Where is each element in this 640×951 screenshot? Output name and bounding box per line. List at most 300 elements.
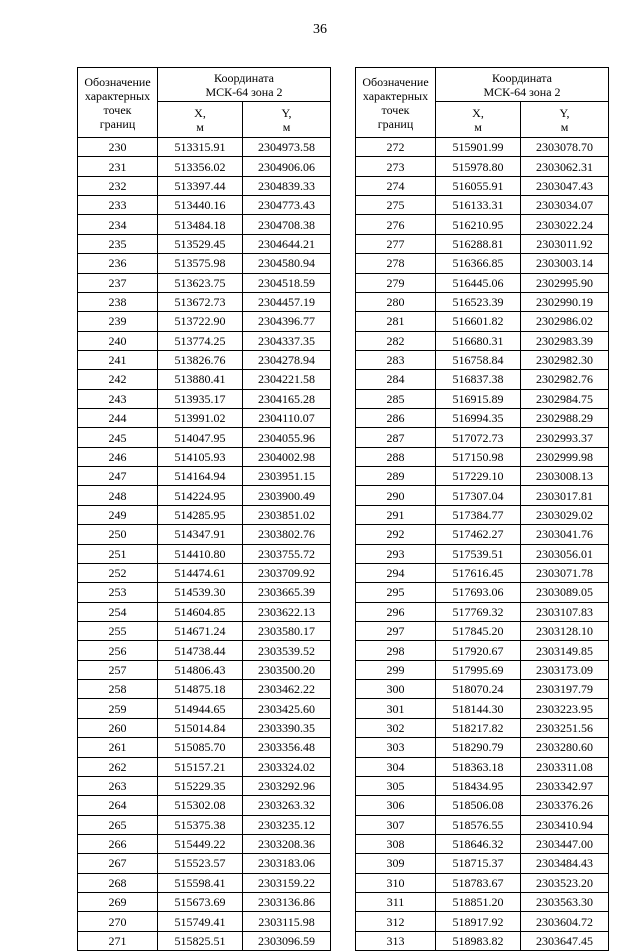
y-coordinate-cell: 2303324.02 (243, 757, 331, 776)
point-number-cell: 245 (78, 428, 158, 447)
table-row (356, 583, 609, 602)
table-row (356, 350, 609, 369)
table-row (356, 738, 609, 757)
x-coordinate-cell: 514224.95 (158, 486, 243, 505)
table-row (78, 931, 331, 950)
table-row (356, 447, 609, 466)
point-number-cell: 260 (78, 718, 158, 737)
point-number-cell: 254 (78, 602, 158, 621)
y-coordinate-cell: 2303197.79 (521, 680, 609, 699)
point-number-cell: 311 (356, 893, 436, 912)
table-row (78, 583, 331, 602)
x-coordinate-cell: 513397.44 (158, 176, 243, 195)
table-row (356, 157, 609, 176)
point-number-cell: 249 (78, 505, 158, 524)
point-number-cell: 255 (78, 621, 158, 640)
point-number-cell: 295 (356, 583, 436, 602)
point-number-cell: 239 (78, 312, 158, 331)
point-number-cell: 240 (78, 331, 158, 350)
y-coordinate-cell: 2303900.49 (243, 486, 331, 505)
point-number-cell: 232 (78, 176, 158, 195)
table-body-left (78, 138, 331, 951)
x-coordinate-cell: 516445.06 (436, 273, 521, 292)
x-coordinate-cell: 516758.84 (436, 350, 521, 369)
table-row (78, 409, 331, 428)
x-coordinate-cell: 516366.85 (436, 254, 521, 273)
coordinate-header: Координата МСК-64 зона 2 (436, 68, 609, 102)
table-row (356, 757, 609, 776)
point-number-cell: 253 (78, 583, 158, 602)
point-number-cell: 292 (356, 525, 436, 544)
x-coordinate-cell: 515673.69 (158, 893, 243, 912)
table-row (78, 718, 331, 737)
x-coordinate-cell: 513529.45 (158, 234, 243, 253)
y-coordinate-cell: 2303410.94 (521, 815, 609, 834)
y-coordinate-cell: 2303149.85 (521, 641, 609, 660)
y-coordinate-cell: 2303011.92 (521, 234, 609, 253)
point-number-cell: 271 (78, 931, 158, 950)
y-coordinate-cell: 2303096.59 (243, 931, 331, 950)
point-number-cell: 262 (78, 757, 158, 776)
x-coordinate-cell: 518217.82 (436, 718, 521, 737)
x-coordinate-cell: 515157.21 (158, 757, 243, 776)
table-row (356, 893, 609, 912)
x-coordinate-cell: 515014.84 (158, 718, 243, 737)
table-row (356, 680, 609, 699)
x-coordinate-cell: 517616.45 (436, 563, 521, 582)
point-number-cell: 304 (356, 757, 436, 776)
point-number-cell: 251 (78, 544, 158, 563)
x-coordinate-cell: 518983.82 (436, 931, 521, 950)
x-coordinate-cell: 516210.95 (436, 215, 521, 234)
x-coordinate-cell: 514944.65 (158, 699, 243, 718)
point-number-cell: 283 (356, 350, 436, 369)
point-number-cell: 242 (78, 370, 158, 389)
y-coordinate-cell: 2303622.13 (243, 602, 331, 621)
x-coordinate-cell: 514604.85 (158, 602, 243, 621)
y-coordinate-cell: 2303802.76 (243, 525, 331, 544)
point-number-cell: 234 (78, 215, 158, 234)
y-coordinate-cell: 2303107.83 (521, 602, 609, 621)
point-number-cell: 230 (78, 138, 158, 157)
y-coordinate-cell: 2304580.94 (243, 254, 331, 273)
point-number-cell: 284 (356, 370, 436, 389)
point-number-cell: 313 (356, 931, 436, 950)
y-coordinate-cell: 2303500.20 (243, 660, 331, 679)
y-header: Y, м (243, 102, 331, 138)
x-coordinate-cell: 518363.18 (436, 757, 521, 776)
table-row (356, 215, 609, 234)
point-number-cell: 291 (356, 505, 436, 524)
x-coordinate-cell: 518434.95 (436, 776, 521, 795)
y-coordinate-cell: 2304055.96 (243, 428, 331, 447)
point-number-cell: 235 (78, 234, 158, 253)
table-row (356, 544, 609, 563)
point-number-cell: 279 (356, 273, 436, 292)
x-coordinate-cell: 516055.91 (436, 176, 521, 195)
y-coordinate-cell: 2303173.09 (521, 660, 609, 679)
table-row (356, 409, 609, 428)
x-coordinate-cell: 515449.22 (158, 834, 243, 853)
y-coordinate-cell: 2303311.08 (521, 757, 609, 776)
y-coordinate-cell: 2303425.60 (243, 699, 331, 718)
x-coordinate-cell: 515901.99 (436, 138, 521, 157)
x-coordinate-cell: 514474.61 (158, 563, 243, 582)
table-row (356, 292, 609, 311)
point-number-cell: 277 (356, 234, 436, 253)
table-row (78, 215, 331, 234)
table-row (356, 602, 609, 621)
table-row (356, 699, 609, 718)
y-header: Y, м (521, 102, 609, 138)
y-coordinate-cell: 2303034.07 (521, 196, 609, 215)
y-coordinate-cell: 2302988.29 (521, 409, 609, 428)
point-number-cell: 305 (356, 776, 436, 795)
x-coordinate-cell: 513315.91 (158, 138, 243, 157)
y-coordinate-cell: 2303003.14 (521, 254, 609, 273)
x-coordinate-cell: 517072.73 (436, 428, 521, 447)
table-body-right (356, 138, 609, 951)
table-row (356, 912, 609, 931)
x-coordinate-cell: 517384.77 (436, 505, 521, 524)
table-row (78, 505, 331, 524)
point-number-cell: 238 (78, 292, 158, 311)
point-number-cell: 236 (78, 254, 158, 273)
point-number-cell: 278 (356, 254, 436, 273)
x-coordinate-cell: 513826.76 (158, 350, 243, 369)
point-number-cell: 266 (78, 834, 158, 853)
x-coordinate-cell: 515523.57 (158, 854, 243, 873)
x-coordinate-cell: 513935.17 (158, 389, 243, 408)
point-number-cell: 287 (356, 428, 436, 447)
y-coordinate-cell: 2303183.06 (243, 854, 331, 873)
y-coordinate-cell: 2302990.19 (521, 292, 609, 311)
point-number-cell: 272 (356, 138, 436, 157)
y-coordinate-cell: 2304002.98 (243, 447, 331, 466)
x-coordinate-cell: 513623.75 (158, 273, 243, 292)
y-coordinate-cell: 2303047.43 (521, 176, 609, 195)
y-coordinate-cell: 2303280.60 (521, 738, 609, 757)
page-number: 36 (313, 22, 327, 37)
table-row (356, 486, 609, 505)
y-coordinate-cell: 2304773.43 (243, 196, 331, 215)
y-coordinate-cell: 2303604.72 (521, 912, 609, 931)
point-number-cell: 298 (356, 641, 436, 660)
x-coordinate-cell: 517769.32 (436, 602, 521, 621)
point-number-cell: 307 (356, 815, 436, 834)
y-coordinate-cell: 2303159.22 (243, 873, 331, 892)
y-coordinate-cell: 2302995.90 (521, 273, 609, 292)
y-coordinate-cell: 2303022.24 (521, 215, 609, 234)
table-row (78, 912, 331, 931)
x-coordinate-cell: 514539.30 (158, 583, 243, 602)
table-row (356, 312, 609, 331)
y-coordinate-cell: 2303235.12 (243, 815, 331, 834)
x-coordinate-cell: 515302.08 (158, 796, 243, 815)
table-row (78, 350, 331, 369)
y-coordinate-cell: 2303089.05 (521, 583, 609, 602)
y-coordinate-cell: 2304110.07 (243, 409, 331, 428)
point-number-cell: 269 (78, 893, 158, 912)
table-row (78, 331, 331, 350)
point-number-cell: 231 (78, 157, 158, 176)
y-coordinate-cell: 2304457.19 (243, 292, 331, 311)
x-coordinate-cell: 515598.41 (158, 873, 243, 892)
x-coordinate-cell: 513440.16 (158, 196, 243, 215)
y-coordinate-cell: 2304518.59 (243, 273, 331, 292)
y-coordinate-cell: 2302982.30 (521, 350, 609, 369)
point-number-cell: 237 (78, 273, 158, 292)
y-coordinate-cell: 2303580.17 (243, 621, 331, 640)
x-header: X, м (158, 102, 243, 138)
x-coordinate-cell: 516837.38 (436, 370, 521, 389)
point-number-cell: 280 (356, 292, 436, 311)
table-row (78, 157, 331, 176)
table-row (78, 447, 331, 466)
x-coordinate-cell: 517920.67 (436, 641, 521, 660)
table-row (356, 563, 609, 582)
x-coordinate-cell: 518783.67 (436, 873, 521, 892)
y-coordinate-cell: 2303292.96 (243, 776, 331, 795)
x-coordinate-cell: 513774.25 (158, 331, 243, 350)
x-coordinate-cell: 516523.39 (436, 292, 521, 311)
y-coordinate-cell: 2304165.28 (243, 389, 331, 408)
table-row (78, 292, 331, 311)
designation-header: Обозначение характерных точек границ (356, 68, 436, 138)
y-coordinate-cell: 2303017.81 (521, 486, 609, 505)
point-number-cell: 259 (78, 699, 158, 718)
y-coordinate-cell: 2302986.02 (521, 312, 609, 331)
table-row (78, 641, 331, 660)
y-coordinate-cell: 2303447.00 (521, 834, 609, 853)
point-number-cell: 258 (78, 680, 158, 699)
point-number-cell: 285 (356, 389, 436, 408)
table-row (78, 138, 331, 157)
table-row (356, 776, 609, 795)
point-number-cell: 290 (356, 486, 436, 505)
x-coordinate-cell: 517995.69 (436, 660, 521, 679)
y-coordinate-cell: 2303709.92 (243, 563, 331, 582)
table-row (78, 854, 331, 873)
y-coordinate-cell: 2304221.58 (243, 370, 331, 389)
point-number-cell: 281 (356, 312, 436, 331)
point-number-cell: 288 (356, 447, 436, 466)
table-row (78, 602, 331, 621)
table-row (356, 641, 609, 660)
point-number-cell: 282 (356, 331, 436, 350)
table-row (78, 525, 331, 544)
point-number-cell: 265 (78, 815, 158, 834)
table-row (78, 621, 331, 640)
x-coordinate-cell: 514285.95 (158, 505, 243, 524)
table-row (356, 834, 609, 853)
table-row (356, 273, 609, 292)
x-coordinate-cell: 514671.24 (158, 621, 243, 640)
x-coordinate-cell: 514347.91 (158, 525, 243, 544)
table-row (356, 389, 609, 408)
y-coordinate-cell: 2303563.30 (521, 893, 609, 912)
table-row (356, 525, 609, 544)
table-row (356, 718, 609, 737)
table-row (356, 931, 609, 950)
point-number-cell: 300 (356, 680, 436, 699)
point-number-cell: 299 (356, 660, 436, 679)
x-coordinate-cell: 513484.18 (158, 215, 243, 234)
x-coordinate-cell: 518576.55 (436, 815, 521, 834)
y-coordinate-cell: 2304337.35 (243, 331, 331, 350)
y-coordinate-cell: 2303251.56 (521, 718, 609, 737)
x-coordinate-cell: 514410.80 (158, 544, 243, 563)
point-number-cell: 297 (356, 621, 436, 640)
table-row (78, 176, 331, 195)
coordinate-header: Координата МСК-64 зона 2 (158, 68, 331, 102)
y-coordinate-cell: 2303523.20 (521, 873, 609, 892)
y-coordinate-cell: 2304839.33 (243, 176, 331, 195)
table-row (78, 467, 331, 486)
table-row (78, 370, 331, 389)
table-row (78, 273, 331, 292)
x-coordinate-cell: 516680.31 (436, 331, 521, 350)
table-row (78, 757, 331, 776)
table-row (78, 312, 331, 331)
table-row (356, 196, 609, 215)
table-row (78, 544, 331, 563)
point-number-cell: 312 (356, 912, 436, 931)
y-coordinate-cell: 2303851.02 (243, 505, 331, 524)
table-row (356, 873, 609, 892)
table-row (78, 428, 331, 447)
designation-header: Обозначение характерных точек границ (78, 68, 158, 138)
y-coordinate-cell: 2304644.21 (243, 234, 331, 253)
point-number-cell: 268 (78, 873, 158, 892)
y-coordinate-cell: 2303539.52 (243, 641, 331, 660)
y-coordinate-cell: 2304708.38 (243, 215, 331, 234)
table-row (356, 505, 609, 524)
y-coordinate-cell: 2303029.02 (521, 505, 609, 524)
table-row (78, 893, 331, 912)
x-coordinate-cell: 517307.04 (436, 486, 521, 505)
x-coordinate-cell: 516915.89 (436, 389, 521, 408)
x-coordinate-cell: 517462.27 (436, 525, 521, 544)
y-coordinate-cell: 2304973.58 (243, 138, 331, 157)
x-coordinate-cell: 517150.98 (436, 447, 521, 466)
y-coordinate-cell: 2302982.76 (521, 370, 609, 389)
y-coordinate-cell: 2303647.45 (521, 931, 609, 950)
x-coordinate-cell: 518715.37 (436, 854, 521, 873)
point-number-cell: 302 (356, 718, 436, 737)
table-row (356, 428, 609, 447)
y-coordinate-cell: 2303041.76 (521, 525, 609, 544)
point-number-cell: 250 (78, 525, 158, 544)
table-row (78, 796, 331, 815)
point-number-cell: 301 (356, 699, 436, 718)
x-coordinate-cell: 518070.24 (436, 680, 521, 699)
coordinates-table-right (355, 67, 609, 951)
point-number-cell: 294 (356, 563, 436, 582)
y-coordinate-cell: 2303665.39 (243, 583, 331, 602)
point-number-cell: 274 (356, 176, 436, 195)
x-coordinate-cell: 513672.73 (158, 292, 243, 311)
y-coordinate-cell: 2303376.26 (521, 796, 609, 815)
point-number-cell: 270 (78, 912, 158, 931)
y-coordinate-cell: 2303342.97 (521, 776, 609, 795)
point-number-cell: 289 (356, 467, 436, 486)
y-coordinate-cell: 2303078.70 (521, 138, 609, 157)
y-coordinate-cell: 2303356.48 (243, 738, 331, 757)
x-coordinate-cell: 517539.51 (436, 544, 521, 563)
point-number-cell: 296 (356, 602, 436, 621)
x-coordinate-cell: 515229.35 (158, 776, 243, 795)
point-number-cell: 247 (78, 467, 158, 486)
table-row (78, 563, 331, 582)
table-row (356, 815, 609, 834)
point-number-cell: 256 (78, 641, 158, 660)
point-number-cell: 244 (78, 409, 158, 428)
y-coordinate-cell: 2303223.95 (521, 699, 609, 718)
y-coordinate-cell: 2303951.15 (243, 467, 331, 486)
y-coordinate-cell: 2303062.31 (521, 157, 609, 176)
y-coordinate-cell: 2303056.01 (521, 544, 609, 563)
x-coordinate-cell: 515978.80 (436, 157, 521, 176)
point-number-cell: 308 (356, 834, 436, 853)
y-coordinate-cell: 2304396.77 (243, 312, 331, 331)
table-row (356, 621, 609, 640)
table-row (356, 234, 609, 253)
y-coordinate-cell: 2302999.98 (521, 447, 609, 466)
x-coordinate-cell: 516288.81 (436, 234, 521, 253)
y-coordinate-cell: 2303755.72 (243, 544, 331, 563)
x-coordinate-cell: 517229.10 (436, 467, 521, 486)
x-coordinate-cell: 515085.70 (158, 738, 243, 757)
table-row (78, 873, 331, 892)
point-number-cell: 233 (78, 196, 158, 215)
table-row (356, 138, 609, 157)
x-coordinate-cell: 518144.30 (436, 699, 521, 718)
y-coordinate-cell: 2303128.10 (521, 621, 609, 640)
table-row (356, 176, 609, 195)
table-row (78, 776, 331, 795)
table-row (356, 660, 609, 679)
point-number-cell: 293 (356, 544, 436, 563)
x-coordinate-cell: 513722.90 (158, 312, 243, 331)
x-coordinate-cell: 514047.95 (158, 428, 243, 447)
point-number-cell: 306 (356, 796, 436, 815)
point-number-cell: 261 (78, 738, 158, 757)
x-coordinate-cell: 515375.38 (158, 815, 243, 834)
table-row (78, 389, 331, 408)
y-coordinate-cell: 2303071.78 (521, 563, 609, 582)
x-coordinate-cell: 516133.31 (436, 196, 521, 215)
y-coordinate-cell: 2303390.35 (243, 718, 331, 737)
x-coordinate-cell: 518917.92 (436, 912, 521, 931)
y-coordinate-cell: 2302993.37 (521, 428, 609, 447)
x-coordinate-cell: 518290.79 (436, 738, 521, 757)
x-coordinate-cell: 516994.35 (436, 409, 521, 428)
point-number-cell: 263 (78, 776, 158, 795)
x-coordinate-cell: 515749.41 (158, 912, 243, 931)
point-number-cell: 257 (78, 660, 158, 679)
table-row (356, 370, 609, 389)
point-number-cell: 273 (356, 157, 436, 176)
point-number-cell: 243 (78, 389, 158, 408)
x-coordinate-cell: 513356.02 (158, 157, 243, 176)
x-coordinate-cell: 518646.32 (436, 834, 521, 853)
y-coordinate-cell: 2303263.32 (243, 796, 331, 815)
table-row (78, 699, 331, 718)
x-coordinate-cell: 514738.44 (158, 641, 243, 660)
y-coordinate-cell: 2303136.86 (243, 893, 331, 912)
table-row (356, 796, 609, 815)
